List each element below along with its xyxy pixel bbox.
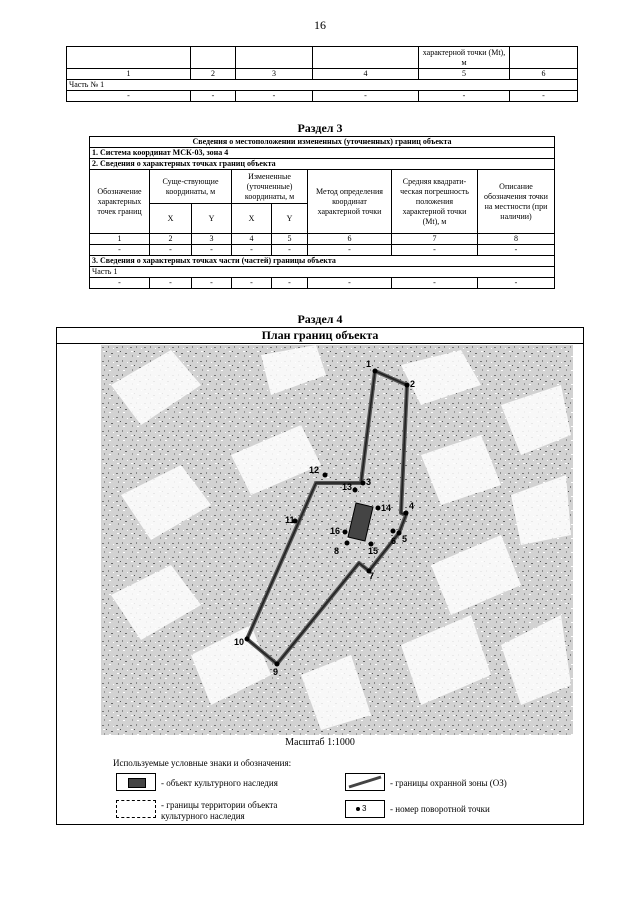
table-row: - - - - - -	[67, 91, 578, 102]
table-title: Сведения о местоположении измененных (уточненных) границ объекта	[90, 137, 555, 148]
point-legend-symbol	[345, 800, 385, 818]
point-label: 9	[273, 667, 279, 677]
section-4-title: Раздел 4	[297, 312, 343, 326]
point-sample-number: 3	[362, 804, 367, 813]
col-description: Описание обозначения точки на местности (при наличии)	[478, 170, 555, 234]
part-label: Часть № 1	[67, 80, 578, 91]
territory-legend-symbol	[116, 800, 156, 818]
map-scale: Масштаб 1:1000	[285, 737, 355, 748]
table-row: 1 2 3 4 5 6 7 8	[90, 234, 555, 245]
table-row	[67, 80, 578, 91]
boundary-points-table: Сведения о местоположении измененных (уточненных) границ объекта 1. Система координат МСК-03, зона 4 2. Сведения о характерных точках границ объекта Обозначение характерных точек границ Суще-ствующие координаты, м Измененные (уточненные) координаты, м Метод определения координат характерной точки Средняя квадрати-ческая погрешность положения характерной точки (Mt), м Описание обозначения точки на местности (при наличии) X Y X Y 1 2 3 4 5 6 7 8 - - - - - - - - 3. Сведения о характерных точках части (частей) границы объекта Часть 1 - - - - - - - -	[89, 136, 555, 289]
point-label: 10	[234, 637, 245, 647]
coordinate-system: 1. Система координат МСК-03, зона 4	[90, 148, 555, 159]
point-label: 12	[309, 465, 320, 475]
table-row: - - - - - - - -	[90, 278, 555, 289]
zone-legend-symbol	[345, 773, 385, 791]
accuracy-header-cell: характерной точки (Mt), м	[419, 47, 510, 69]
table-row: - - - - - - - -	[90, 245, 555, 256]
point-label: 13	[342, 482, 353, 492]
plan-title: План границ объекта	[56, 327, 584, 344]
legend-heading: Используемые условные знаки и обозначения:	[113, 758, 292, 768]
point-label: 2	[410, 379, 416, 389]
point-label: 3	[366, 477, 372, 487]
col-accuracy: Средняя квадрати-ческая погрешность положения характерной точки (Mt), м	[392, 170, 478, 234]
heritage-legend-symbol	[116, 773, 156, 791]
legend-point-number: - номер поворотной точки	[390, 804, 490, 814]
part-points-heading: 3. Сведения о характерных точках части (частей) границы объекта	[90, 256, 555, 267]
col-designation: Обозначение характерных точек границ	[90, 170, 150, 234]
point-label: 5	[402, 534, 408, 544]
point-label: 1	[366, 359, 372, 369]
legend-heritage: - объект культурного наследия	[161, 778, 278, 788]
point-label: 16	[330, 526, 341, 536]
point-label: 14	[381, 503, 392, 513]
points-heading: 2. Сведения о характерных точках границ объекта	[90, 159, 555, 170]
legend-zone-border: - границы охранной зоны (ОЗ)	[390, 778, 507, 788]
part-label: Часть 1	[90, 267, 555, 278]
table-row: 1 2 3 4 5 6	[67, 69, 578, 80]
legend-territory: - границы территории объекта культурного наследия	[161, 800, 278, 821]
point-label: 6	[391, 536, 397, 546]
point-label: 7	[369, 571, 375, 581]
point-label: 4	[409, 501, 415, 511]
col-existing: Суще-ствующие координаты, м	[150, 170, 232, 204]
col-changed: Измененные (уточненные) координаты, м	[232, 170, 308, 204]
boundary-map	[101, 345, 573, 735]
section-3-title: Раздел 3	[297, 121, 343, 135]
point-label: 8	[334, 546, 340, 556]
continuation-table	[66, 46, 578, 102]
page-number: 16	[314, 18, 326, 32]
point-label: 15	[368, 546, 379, 556]
point-label: 11	[285, 515, 295, 525]
col-method: Метод определения координат характерной точки	[308, 170, 392, 234]
